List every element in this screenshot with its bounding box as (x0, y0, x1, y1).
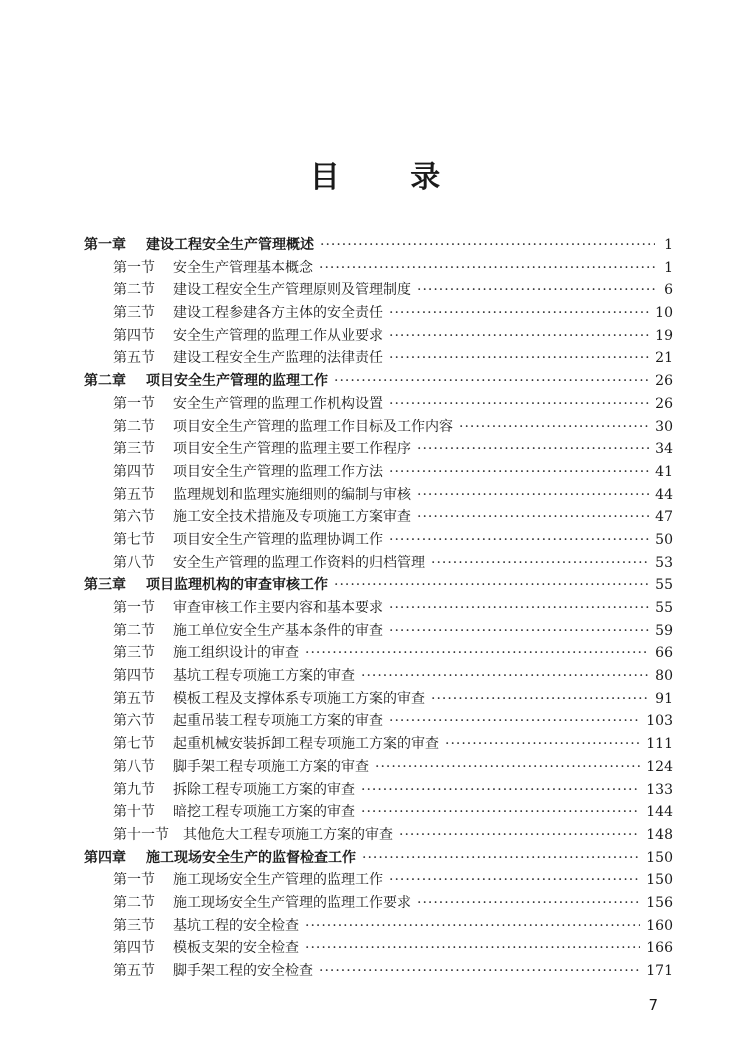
toc-entry-label (113, 257, 313, 280)
dot-leader (389, 393, 649, 416)
toc-section-entry[interactable] (84, 779, 673, 802)
toc-entry-title: 脚手架工程专项施工方案的审查 (173, 758, 369, 775)
toc-entry-label (84, 574, 328, 597)
toc-entry-title: 项目安全生产管理的监理协调工作 (173, 531, 383, 548)
toc-entry-number: 第二节 (113, 622, 155, 639)
dot-leader (417, 279, 655, 302)
toc-entry-page: 55 (655, 600, 673, 616)
toc-entry-label (113, 620, 383, 643)
toc-entry-label (113, 892, 411, 915)
toc-entry-title: 审查审核工作主要内容和基本要求 (173, 600, 383, 616)
toc-entry-title: 项目安全生产管理的监理主要工作程序 (173, 441, 411, 458)
toc-entry-page: 148 (646, 826, 673, 843)
toc-entry-page: 1 (664, 259, 673, 276)
toc-entry-label (113, 824, 393, 847)
toc-entry-page: 50 (655, 531, 673, 548)
toc-entry-page: 91 (655, 690, 673, 707)
toc-entry-label (113, 484, 411, 507)
dot-leader (431, 688, 649, 711)
toc-entry-page: 44 (655, 486, 673, 503)
dot-leader (305, 915, 640, 938)
toc-entry-number: 第八节 (113, 554, 155, 571)
toc-section-entry[interactable] (84, 824, 673, 847)
toc-entry-page: 21 (655, 350, 673, 367)
toc-section-entry[interactable] (84, 915, 673, 938)
toc-entry-number: 第六节 (113, 713, 155, 730)
toc-entry-title: 模板工程及支撑体系专项施工方案的审查 (173, 690, 425, 707)
toc-entry-label (113, 416, 453, 439)
toc-entry-number: 第五节 (113, 350, 155, 367)
toc-entry-number: 第三节 (113, 305, 155, 322)
toc-entry-label (113, 665, 355, 688)
toc-section-entry[interactable] (84, 302, 673, 325)
dot-leader (417, 484, 649, 507)
toc-entry-label (113, 960, 313, 983)
toc-entry-number: 第三节 (113, 917, 155, 934)
toc-entry-title: 施工安全技术措施及专项施工方案审查 (173, 509, 411, 526)
toc-entry-page: 47 (655, 509, 673, 526)
dot-leader (319, 960, 640, 983)
toc-entry-label (113, 393, 383, 416)
toc-entry-label (84, 234, 314, 257)
toc-entry-label (113, 552, 425, 575)
toc-section-entry[interactable] (84, 484, 673, 507)
toc-entry-title: 施工单位安全生产基本条件的审查 (173, 622, 383, 639)
toc-entry-number: 第三节 (113, 441, 155, 458)
toc-entry-page: 26 (655, 373, 673, 390)
toc-entry-page: 171 (646, 963, 673, 979)
toc-section-entry[interactable] (84, 416, 673, 439)
toc-entry-page: 41 (655, 463, 673, 480)
toc-entry-page: 59 (655, 622, 673, 639)
toc-entry-number: 第二节 (113, 418, 155, 435)
toc-section-entry[interactable] (84, 756, 673, 779)
toc-entry-label (113, 302, 383, 325)
toc-entry-page: 156 (646, 894, 673, 911)
toc-entry-number: 第一节 (113, 395, 155, 412)
toc-entry-number: 第二节 (113, 894, 155, 911)
dot-leader (389, 869, 640, 892)
toc-entry-page: 166 (646, 940, 673, 957)
toc-entry-page: 80 (655, 668, 673, 685)
toc-section-entry[interactable] (84, 597, 673, 620)
toc-entry-title: 基坑工程的安全检查 (173, 917, 299, 934)
toc-section-entry[interactable] (84, 257, 673, 280)
toc-entry-label (113, 937, 299, 960)
page-title: 目 录 (309, 160, 471, 195)
toc-entry-number: 第十一节 (113, 826, 169, 843)
toc-entry-title: 建设工程安全生产监理的法律责任 (173, 350, 383, 367)
toc-entry-title: 项目安全生产管理的监理工作目标及工作内容 (173, 418, 453, 435)
toc-entry-number: 第四节 (113, 463, 155, 480)
toc-entry-title: 安全生产管理基本概念 (173, 259, 313, 276)
dot-leader (389, 597, 649, 620)
toc-section-entry[interactable] (84, 279, 673, 302)
dot-leader (389, 529, 649, 552)
dot-leader (361, 665, 649, 688)
page-number: 7 (648, 996, 658, 1014)
dot-leader (375, 756, 640, 779)
toc-entry-page: 133 (646, 781, 673, 798)
toc-section-entry[interactable] (84, 688, 673, 711)
toc-section-entry[interactable] (84, 892, 673, 915)
toc-section-entry[interactable] (84, 529, 673, 552)
toc-section-entry[interactable] (84, 869, 673, 892)
toc-entry-number: 第九节 (113, 781, 155, 798)
toc-entry-page: 30 (655, 418, 673, 435)
dot-leader (320, 234, 655, 257)
toc-entry-number: 第四节 (113, 940, 155, 957)
toc-entry-label (113, 279, 411, 302)
toc-entry-title: 项目监理机构的审查审核工作 (146, 577, 328, 594)
toc-entry-number: 第三章 (84, 577, 126, 594)
toc-entry-number: 第二章 (84, 373, 126, 390)
toc-entry-label (84, 370, 328, 393)
toc-section-entry[interactable] (84, 960, 673, 983)
toc-entry-title: 暗挖工程专项施工方案的审查 (173, 804, 355, 821)
dot-leader (417, 892, 640, 915)
toc-section-entry[interactable] (84, 393, 673, 416)
toc-entry-label (113, 325, 383, 348)
toc-entry-title: 建设工程安全生产管理概述 (146, 237, 314, 253)
toc-section-entry[interactable] (84, 642, 673, 665)
toc-entry-label (113, 642, 299, 665)
toc-entry-title: 项目安全生产管理的监理工作方法 (173, 463, 383, 480)
toc-entry-number: 第一节 (113, 600, 155, 616)
toc-entry-number: 第一章 (84, 237, 126, 253)
toc-entry-page: 150 (646, 872, 673, 889)
toc-entry-label (113, 506, 411, 529)
toc-entry-label (113, 597, 383, 620)
dot-leader (399, 824, 640, 847)
toc-entry-number: 第二节 (113, 282, 155, 299)
toc-section-entry[interactable] (84, 552, 673, 575)
toc-entry-label (113, 733, 439, 756)
toc-entry-number: 第八节 (113, 758, 155, 775)
toc-section-entry[interactable] (84, 438, 673, 461)
toc-entry-title: 安全生产管理的监理工作机构设置 (173, 395, 383, 412)
dot-leader (417, 506, 649, 529)
dot-leader (362, 847, 640, 870)
toc-entry-title: 施工现场安全生产的监督检查工作 (146, 849, 356, 866)
toc-entry-title: 起重机械安装拆卸工程专项施工方案的审查 (173, 736, 439, 753)
dot-leader (389, 620, 649, 643)
toc-entry-title: 脚手架工程的安全检查 (173, 963, 313, 979)
toc-entry-label (113, 779, 355, 802)
toc-section-entry[interactable] (84, 801, 673, 824)
dot-leader (389, 461, 649, 484)
toc-section-entry[interactable] (84, 347, 673, 370)
toc-entry-page: 111 (646, 736, 673, 753)
toc-entry-label (113, 688, 425, 711)
dot-leader (305, 642, 649, 665)
toc-entry-label (113, 461, 383, 484)
dot-leader (459, 416, 649, 439)
dot-leader (361, 801, 640, 824)
toc-entry-title: 监理规划和监理实施细则的编制与审核 (173, 486, 411, 503)
toc-entry-page: 144 (646, 804, 673, 821)
toc-entry-title: 拆除工程专项施工方案的审查 (173, 781, 355, 798)
toc-entry-title: 施工组织设计的审查 (173, 645, 299, 662)
dot-leader (417, 438, 649, 461)
toc-entry-title: 安全生产管理的监理工作资料的归档管理 (173, 554, 425, 571)
toc-entry-label (113, 801, 355, 824)
toc-entry-number: 第七节 (113, 531, 155, 548)
toc-section-entry[interactable] (84, 937, 673, 960)
toc-section-entry[interactable] (84, 733, 673, 756)
toc-entry-title: 建设工程参建各方主体的安全责任 (173, 305, 383, 322)
toc-entry-label (113, 438, 411, 461)
toc-section-entry[interactable] (84, 620, 673, 643)
toc-section-entry[interactable] (84, 506, 673, 529)
toc-entry-page: 150 (646, 849, 673, 866)
toc-chapter-entry[interactable] (84, 370, 673, 393)
dot-leader (389, 347, 649, 370)
table-of-contents (84, 234, 673, 983)
dot-leader (445, 733, 640, 756)
dot-leader (334, 574, 649, 597)
toc-chapter-entry[interactable] (84, 847, 673, 870)
toc-section-entry[interactable] (84, 665, 673, 688)
toc-entry-number: 第一节 (113, 259, 155, 276)
toc-entry-page: 103 (646, 713, 673, 730)
toc-entry-number: 第七节 (113, 736, 155, 753)
toc-entry-number: 第四章 (84, 849, 126, 866)
toc-entry-label (113, 869, 383, 892)
toc-entry-number: 第五节 (113, 690, 155, 707)
toc-entry-title: 基坑工程专项施工方案的审查 (173, 668, 355, 685)
dot-leader (389, 302, 649, 325)
toc-chapter-entry[interactable] (84, 234, 673, 257)
dot-leader (319, 257, 655, 280)
dot-leader (305, 937, 640, 960)
toc-entry-number: 第四节 (113, 327, 155, 344)
toc-entry-title: 起重吊装工程专项施工方案的审查 (173, 713, 383, 730)
toc-section-entry[interactable] (84, 710, 673, 733)
toc-entry-title: 项目安全生产管理的监理工作 (146, 373, 328, 390)
toc-chapter-entry[interactable] (84, 574, 673, 597)
toc-entry-label (113, 529, 383, 552)
toc-section-entry[interactable] (84, 325, 673, 348)
toc-entry-number: 第五节 (113, 963, 155, 979)
dot-leader (431, 552, 649, 575)
toc-entry-page: 26 (655, 395, 673, 412)
toc-entry-number: 第四节 (113, 668, 155, 685)
dot-leader (389, 325, 649, 348)
toc-entry-title: 其他危大工程专项施工方案的审查 (183, 826, 393, 843)
toc-entry-title: 建设工程安全生产管理原则及管理制度 (173, 282, 411, 299)
toc-entry-title: 模板支架的安全检查 (173, 940, 299, 957)
dot-leader (389, 710, 640, 733)
dot-leader (334, 370, 649, 393)
toc-section-entry[interactable] (84, 461, 673, 484)
toc-entry-page: 160 (646, 917, 673, 934)
toc-entry-page: 10 (655, 305, 673, 322)
toc-entry-number: 第三节 (113, 645, 155, 662)
toc-entry-number: 第五节 (113, 486, 155, 503)
toc-entry-label (113, 347, 383, 370)
toc-entry-page: 19 (655, 327, 673, 344)
toc-entry-title: 安全生产管理的监理工作从业要求 (173, 327, 383, 344)
toc-entry-page: 55 (655, 577, 673, 594)
toc-entry-page: 124 (646, 758, 673, 775)
toc-entry-label (113, 915, 299, 938)
toc-entry-label (113, 756, 369, 779)
toc-entry-title: 施工现场安全生产管理的监理工作 (173, 872, 383, 889)
toc-entry-label (113, 710, 383, 733)
toc-entry-title: 施工现场安全生产管理的监理工作要求 (173, 894, 411, 911)
toc-entry-page: 1 (664, 237, 673, 253)
toc-entry-page: 66 (655, 645, 673, 662)
dot-leader (361, 779, 640, 802)
toc-entry-label (84, 847, 356, 870)
toc-entry-page: 34 (655, 441, 673, 458)
toc-entry-page: 6 (664, 282, 673, 299)
toc-entry-page: 53 (655, 554, 673, 571)
toc-entry-number: 第一节 (113, 872, 155, 889)
toc-entry-number: 第六节 (113, 509, 155, 526)
toc-entry-number: 第十节 (113, 804, 155, 821)
